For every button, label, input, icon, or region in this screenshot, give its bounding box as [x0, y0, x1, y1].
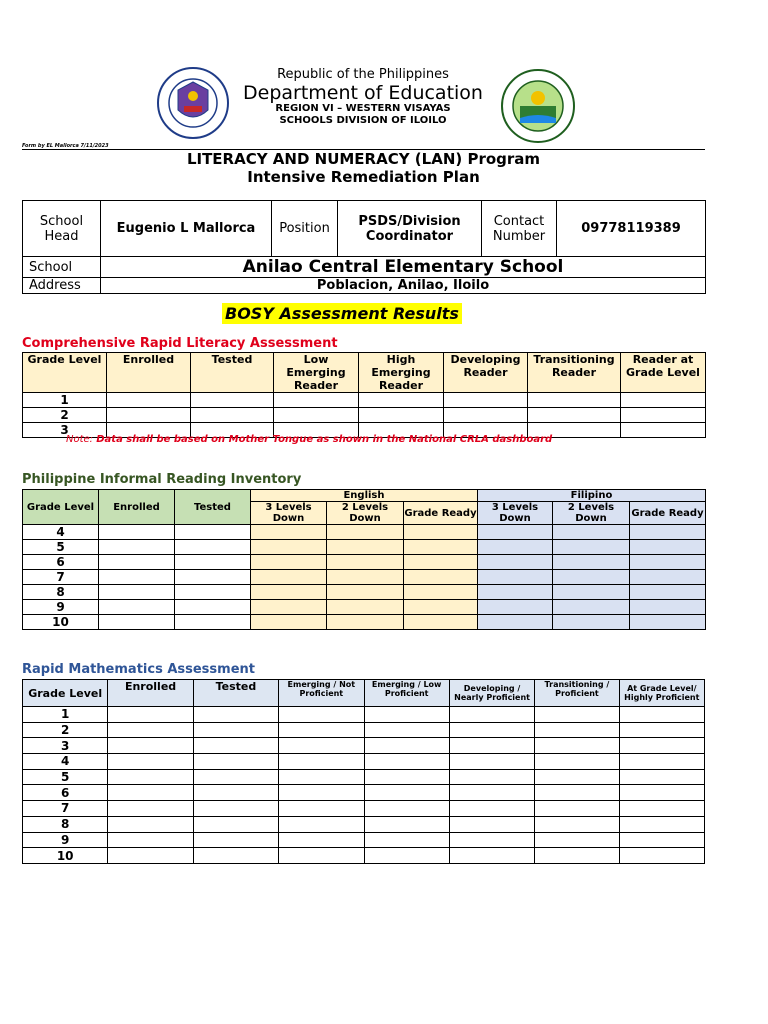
crla-header-tested: Tested [191, 353, 274, 393]
crla-title: Comprehensive Rapid Literacy Assessment [22, 336, 338, 351]
rma-data-cell[interactable] [449, 769, 534, 785]
rma-grade-cell: 8 [23, 816, 108, 832]
iri-data-cell[interactable] [99, 525, 175, 540]
rma-data-cell[interactable] [535, 801, 619, 817]
rma-data-cell[interactable] [364, 816, 449, 832]
iri-data-cell[interactable] [175, 570, 251, 585]
iri-data-cell[interactable] [251, 570, 327, 585]
rma-data-cell[interactable] [535, 848, 619, 864]
crla-data-cell[interactable] [528, 393, 621, 408]
iri-data-cell[interactable] [553, 570, 630, 585]
rma-data-cell[interactable] [108, 707, 193, 723]
rma-data-cell[interactable] [619, 816, 704, 832]
rma-data-cell[interactable] [193, 816, 278, 832]
crla-header-low-emerging: Low Emerging Reader [274, 353, 359, 393]
rma-grade-cell: 3 [23, 738, 108, 754]
rma-data-cell[interactable] [193, 738, 278, 754]
iri-data-cell[interactable] [478, 570, 553, 585]
form-credit: Form by EL Mallorca 7/11/2023 [22, 143, 109, 149]
crla-note-label: Note: [66, 434, 94, 445]
iri-data-cell[interactable] [327, 600, 404, 615]
iri-data-cell[interactable] [99, 600, 175, 615]
rma-header-proficient: Transitioning / Proficient [535, 680, 619, 707]
iri-grade-cell: 10 [23, 615, 99, 630]
iri-grade-cell: 7 [23, 570, 99, 585]
rma-title: Rapid Mathematics Assessment [22, 662, 255, 677]
english-3-levels-down: 3 Levels Down [251, 502, 327, 525]
rma-data-cell[interactable] [193, 848, 278, 864]
filipino-3-levels-down: 3 Levels Down [478, 502, 553, 525]
rma-row [23, 832, 705, 848]
iri-data-cell[interactable] [630, 570, 706, 585]
rma-data-cell[interactable] [449, 832, 534, 848]
iri-row [23, 555, 706, 570]
iri-data-cell[interactable] [630, 555, 706, 570]
rma-grade-cell: 6 [23, 785, 108, 801]
rma-data-cell[interactable] [279, 785, 364, 801]
crla-data-cell[interactable] [444, 408, 528, 423]
plan-title: Intensive Remediation Plan [247, 168, 480, 186]
english-2-levels-down: 2 Levels Down [327, 502, 404, 525]
crla-data-cell[interactable] [359, 393, 444, 408]
iri-data-cell[interactable] [99, 555, 175, 570]
rma-data-cell[interactable] [108, 754, 193, 770]
republic-heading: Republic of the Philippines [277, 67, 449, 82]
rma-row [23, 707, 705, 723]
rma-data-cell[interactable] [193, 801, 278, 817]
rma-data-cell[interactable] [535, 769, 619, 785]
region-heading: REGION VI – WESTERN VISAYAS [275, 103, 451, 114]
rma-data-cell[interactable] [619, 722, 704, 738]
iri-data-cell[interactable] [175, 555, 251, 570]
iri-data-cell[interactable] [630, 525, 706, 540]
crla-grade-cell: 3 [23, 423, 107, 438]
crla-header-enrolled: Enrolled [107, 353, 191, 393]
iri-row [23, 570, 706, 585]
crla-data-cell[interactable] [621, 408, 706, 423]
rma-grade-cell: 10 [23, 848, 108, 864]
iri-data-cell[interactable] [251, 525, 327, 540]
crla-header-high-emerging: High Emerging Reader [359, 353, 444, 393]
iri-data-cell[interactable] [327, 585, 404, 600]
crla-data-cell[interactable] [359, 408, 444, 423]
crla-data-cell[interactable] [621, 393, 706, 408]
rma-data-cell[interactable] [279, 816, 364, 832]
iri-data-cell[interactable] [251, 540, 327, 555]
rma-data-cell[interactable] [449, 754, 534, 770]
iri-data-cell[interactable] [404, 525, 478, 540]
phil-iri-header-english: English [251, 490, 478, 502]
school-info-table [22, 200, 706, 294]
crla-data-cell[interactable] [444, 393, 528, 408]
rma-data-cell[interactable] [364, 754, 449, 770]
rma-data-cell[interactable] [279, 848, 364, 864]
rma-header-tested: Tested [193, 680, 278, 707]
rma-data-cell[interactable] [364, 738, 449, 754]
phil-iri-title: Philippine Informal Reading Inventory [22, 472, 302, 487]
rma-data-cell[interactable] [193, 754, 278, 770]
rma-row [23, 769, 705, 785]
rma-header-not-proficient: Emerging / Not Proficient [279, 680, 364, 707]
rma-data-cell[interactable] [108, 816, 193, 832]
rma-data-cell[interactable] [449, 785, 534, 801]
rma-table [22, 679, 705, 864]
rma-data-cell[interactable] [535, 832, 619, 848]
crla-data-cell[interactable] [191, 408, 274, 423]
rma-header-grade-level: Grade Level [23, 680, 108, 707]
rma-data-cell[interactable] [279, 738, 364, 754]
address-value: Poblacion, Anilao, Iloilo [101, 278, 706, 294]
rma-data-cell[interactable] [279, 722, 364, 738]
iri-data-cell[interactable] [327, 615, 404, 630]
crla-grade-cell: 2 [23, 408, 107, 423]
iri-data-cell[interactable] [175, 585, 251, 600]
rma-data-cell[interactable] [449, 707, 534, 723]
iri-data-cell[interactable] [630, 540, 706, 555]
contact-value: 09778119389 [557, 201, 706, 257]
rma-row [23, 785, 705, 801]
crla-header-transitioning: Transitioning Reader [528, 353, 621, 393]
rma-data-cell[interactable] [619, 832, 704, 848]
crla-grade-cell: 1 [23, 393, 107, 408]
rma-data-cell[interactable] [619, 754, 704, 770]
iri-data-cell[interactable] [553, 600, 630, 615]
iri-data-cell[interactable] [404, 600, 478, 615]
rma-row [23, 722, 705, 738]
iri-data-cell[interactable] [478, 615, 553, 630]
rma-grade-cell: 7 [23, 801, 108, 817]
crla-data-cell[interactable] [528, 408, 621, 423]
iri-data-cell[interactable] [478, 555, 553, 570]
rma-data-cell[interactable] [364, 722, 449, 738]
rma-data-cell[interactable] [279, 801, 364, 817]
iri-data-cell[interactable] [175, 615, 251, 630]
rma-data-cell[interactable] [364, 769, 449, 785]
iri-data-cell[interactable] [327, 525, 404, 540]
rma-data-cell[interactable] [364, 707, 449, 723]
iri-row [23, 615, 706, 630]
crla-header-grade-level: Grade Level [23, 353, 107, 393]
rma-row [23, 816, 705, 832]
rma-grade-cell: 9 [23, 832, 108, 848]
crla-note [66, 434, 552, 445]
contact-label: Contact Number [482, 201, 557, 257]
rma-data-cell[interactable] [364, 801, 449, 817]
school-head-value: Eugenio L Mallorca [101, 201, 272, 257]
phil-iri-header-enrolled: Enrolled [99, 490, 175, 525]
division-heading: SCHOOLS DIVISION OF ILOILO [279, 115, 447, 126]
iri-data-cell[interactable] [553, 525, 630, 540]
iri-data-cell[interactable] [404, 555, 478, 570]
phil-iri-table [22, 489, 706, 630]
filipino-2-levels-down: 2 Levels Down [553, 502, 630, 525]
phil-iri-header-filipino: Filipino [478, 490, 706, 502]
iri-grade-cell: 4 [23, 525, 99, 540]
crla-data-cell[interactable] [621, 423, 706, 438]
rma-data-cell[interactable] [449, 848, 534, 864]
rma-data-cell[interactable] [108, 722, 193, 738]
rma-row [23, 754, 705, 770]
rma-data-cell[interactable] [364, 848, 449, 864]
rma-data-cell[interactable] [193, 832, 278, 848]
rma-grade-cell: 2 [23, 722, 108, 738]
crla-data-cell[interactable] [107, 408, 191, 423]
iri-data-cell[interactable] [478, 525, 553, 540]
iri-data-cell[interactable] [327, 540, 404, 555]
iri-data-cell[interactable] [404, 570, 478, 585]
rma-grade-cell: 5 [23, 769, 108, 785]
crla-header-grade-level-reader: Reader at Grade Level [621, 353, 706, 393]
address-label: Address [23, 278, 101, 294]
school-value: Anilao Central Elementary School [101, 257, 706, 278]
iri-row [23, 525, 706, 540]
iri-row [23, 540, 706, 555]
rma-data-cell[interactable] [193, 707, 278, 723]
rma-data-cell[interactable] [108, 769, 193, 785]
rma-data-cell[interactable] [535, 816, 619, 832]
rma-data-cell[interactable] [364, 832, 449, 848]
rma-data-cell[interactable] [449, 801, 534, 817]
rma-data-cell[interactable] [619, 848, 704, 864]
iri-grade-cell: 9 [23, 600, 99, 615]
crla-data-cell[interactable] [191, 393, 274, 408]
rma-data-cell[interactable] [193, 722, 278, 738]
rma-data-cell[interactable] [108, 801, 193, 817]
position-value: PSDS/Division Coordinator [338, 201, 482, 257]
iri-grade-cell: 6 [23, 555, 99, 570]
rma-header-nearly-proficient: Developing / Nearly Proficient [449, 680, 534, 707]
rma-data-cell[interactable] [193, 785, 278, 801]
iri-data-cell[interactable] [99, 570, 175, 585]
rma-data-cell[interactable] [108, 848, 193, 864]
rma-data-cell[interactable] [535, 707, 619, 723]
rma-data-cell[interactable] [619, 707, 704, 723]
iri-data-cell[interactable] [630, 600, 706, 615]
iri-data-cell[interactable] [553, 540, 630, 555]
rma-header-enrolled: Enrolled [108, 680, 193, 707]
iri-data-cell[interactable] [327, 555, 404, 570]
rma-header-highly-proficient: At Grade Level/ Highly Proficient [619, 680, 704, 707]
rma-row [23, 738, 705, 754]
iri-data-cell[interactable] [553, 585, 630, 600]
rma-data-cell[interactable] [535, 754, 619, 770]
rma-data-cell[interactable] [619, 801, 704, 817]
iri-data-cell[interactable] [251, 615, 327, 630]
bosy-title: BOSY Assessment Results [222, 303, 462, 324]
rma-data-cell[interactable] [535, 722, 619, 738]
rma-header-low-proficient: Emerging / Low Proficient [364, 680, 449, 707]
iri-data-cell[interactable] [553, 555, 630, 570]
iri-data-cell[interactable] [404, 585, 478, 600]
iri-data-cell[interactable] [175, 525, 251, 540]
iri-data-cell[interactable] [99, 540, 175, 555]
crla-data-cell[interactable] [274, 408, 359, 423]
iri-data-cell[interactable] [404, 540, 478, 555]
rma-data-cell[interactable] [108, 738, 193, 754]
iri-data-cell[interactable] [478, 600, 553, 615]
rma-data-cell[interactable] [535, 738, 619, 754]
rma-data-cell[interactable] [279, 754, 364, 770]
rma-data-cell[interactable] [619, 738, 704, 754]
crla-row [23, 393, 706, 408]
crla-table [22, 352, 706, 438]
rma-data-cell[interactable] [193, 769, 278, 785]
phil-iri-header-grade-level: Grade Level [23, 490, 99, 525]
iri-data-cell[interactable] [99, 585, 175, 600]
school-head-label: School Head [23, 201, 101, 257]
rma-data-cell[interactable] [449, 722, 534, 738]
iri-data-cell[interactable] [478, 585, 553, 600]
department-heading: Department of Education [243, 82, 483, 104]
iri-data-cell[interactable] [99, 615, 175, 630]
iri-data-cell[interactable] [404, 615, 478, 630]
iri-data-cell[interactable] [251, 585, 327, 600]
rma-data-cell[interactable] [449, 816, 534, 832]
iri-data-cell[interactable] [251, 555, 327, 570]
rma-grade-cell: 1 [23, 707, 108, 723]
crla-header-developing: Developing Reader [444, 353, 528, 393]
rma-data-cell[interactable] [279, 707, 364, 723]
english-grade-ready: Grade Ready [404, 502, 478, 525]
rma-data-cell[interactable] [535, 785, 619, 801]
program-title: LITERACY AND NUMERACY (LAN) Program [186, 150, 541, 168]
rma-data-cell[interactable] [449, 738, 534, 754]
crla-data-cell[interactable] [107, 393, 191, 408]
rma-data-cell[interactable] [108, 832, 193, 848]
iri-data-cell[interactable] [630, 585, 706, 600]
rma-row [23, 801, 705, 817]
iri-row [23, 600, 706, 615]
rma-data-cell[interactable] [279, 769, 364, 785]
iri-grade-cell: 8 [23, 585, 99, 600]
rma-row [23, 848, 705, 864]
crla-note-text: Data shall be based on Mother Tongue as shown in the National CRLA dashboard [96, 434, 553, 445]
school-label: School [23, 257, 101, 278]
iri-data-cell[interactable] [630, 615, 706, 630]
rma-data-cell[interactable] [619, 769, 704, 785]
crla-row [23, 408, 706, 423]
iri-data-cell[interactable] [251, 600, 327, 615]
crla-data-cell[interactable] [274, 393, 359, 408]
iri-grade-cell: 5 [23, 540, 99, 555]
rma-data-cell[interactable] [108, 785, 193, 801]
iri-data-cell[interactable] [327, 570, 404, 585]
iri-data-cell[interactable] [553, 615, 630, 630]
phil-iri-header-tested: Tested [175, 490, 251, 525]
iri-data-cell[interactable] [478, 540, 553, 555]
filipino-grade-ready: Grade Ready [630, 502, 706, 525]
rma-data-cell[interactable] [279, 832, 364, 848]
iri-data-cell[interactable] [175, 540, 251, 555]
iri-data-cell[interactable] [175, 600, 251, 615]
position-label: Position [272, 201, 338, 257]
rma-data-cell[interactable] [619, 785, 704, 801]
rma-data-cell[interactable] [364, 785, 449, 801]
iri-row [23, 585, 706, 600]
rma-grade-cell: 4 [23, 754, 108, 770]
